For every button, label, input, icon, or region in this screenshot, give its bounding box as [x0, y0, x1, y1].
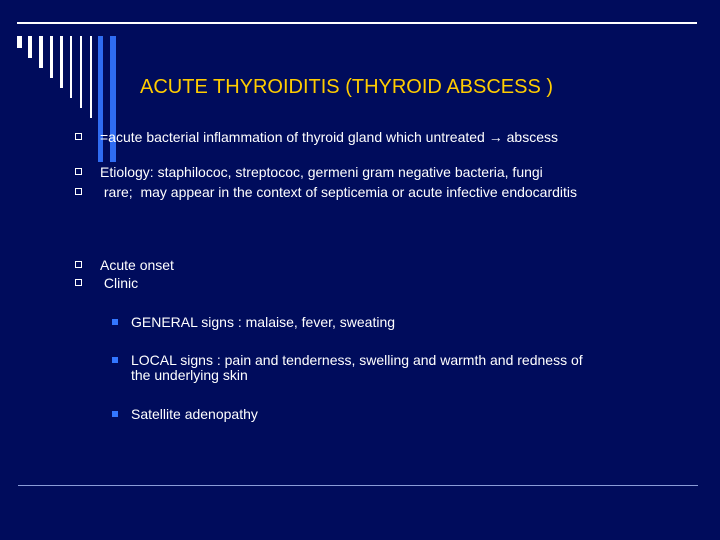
bullet-text: Etiology: staphilococ, streptococ, germeni gram negative bacteria, fungi	[100, 164, 543, 180]
filled-square-bullet-icon	[112, 319, 118, 325]
stripe	[80, 36, 82, 108]
bullet-item	[73, 258, 630, 273]
sub-bullet-item	[109, 407, 611, 422]
top-rule	[17, 22, 697, 24]
slide-title: ACUTE THYROIDITIS (THYROID ABSCESS )	[140, 76, 554, 98]
hollow-square-bullet-icon	[75, 261, 82, 268]
stripe	[70, 36, 72, 98]
stripe	[39, 36, 43, 68]
filled-square-bullet-icon	[112, 357, 118, 363]
hollow-square-bullet-icon	[75, 279, 82, 286]
sub-bullet-item	[109, 315, 611, 330]
bottom-rule	[18, 485, 698, 486]
bullet-item	[73, 276, 630, 291]
stripe	[60, 36, 63, 88]
sub-bullet-item	[109, 353, 591, 383]
bullet-text: rare; may appear in the context of septicemia or acute infective endocarditis	[100, 184, 578, 200]
bullet-text: Clinic	[100, 275, 139, 291]
hollow-square-bullet-icon	[75, 133, 82, 140]
hollow-square-bullet-icon	[75, 188, 82, 195]
stripe	[28, 36, 32, 58]
bullet-text: =acute bacterial inflammation of thyroid gland which untreated → abscess	[100, 129, 558, 145]
sub-bullet-text: LOCAL signs : pain and tenderness, swelling and warmth and redness of the underlying skin	[131, 352, 583, 383]
sub-bullet-text: Satellite adenopathy	[131, 406, 258, 422]
stripe	[50, 36, 53, 78]
bullet-item	[73, 185, 630, 200]
sub-bullet-text: GENERAL signs : malaise, fever, sweating	[131, 314, 396, 330]
stripe	[17, 36, 22, 48]
bullet-text: Acute onset	[100, 257, 174, 273]
hollow-square-bullet-icon	[75, 168, 82, 175]
bullet-item	[73, 165, 630, 180]
bullet-item	[73, 130, 630, 145]
filled-square-bullet-icon	[112, 411, 118, 417]
stripe	[90, 36, 92, 118]
